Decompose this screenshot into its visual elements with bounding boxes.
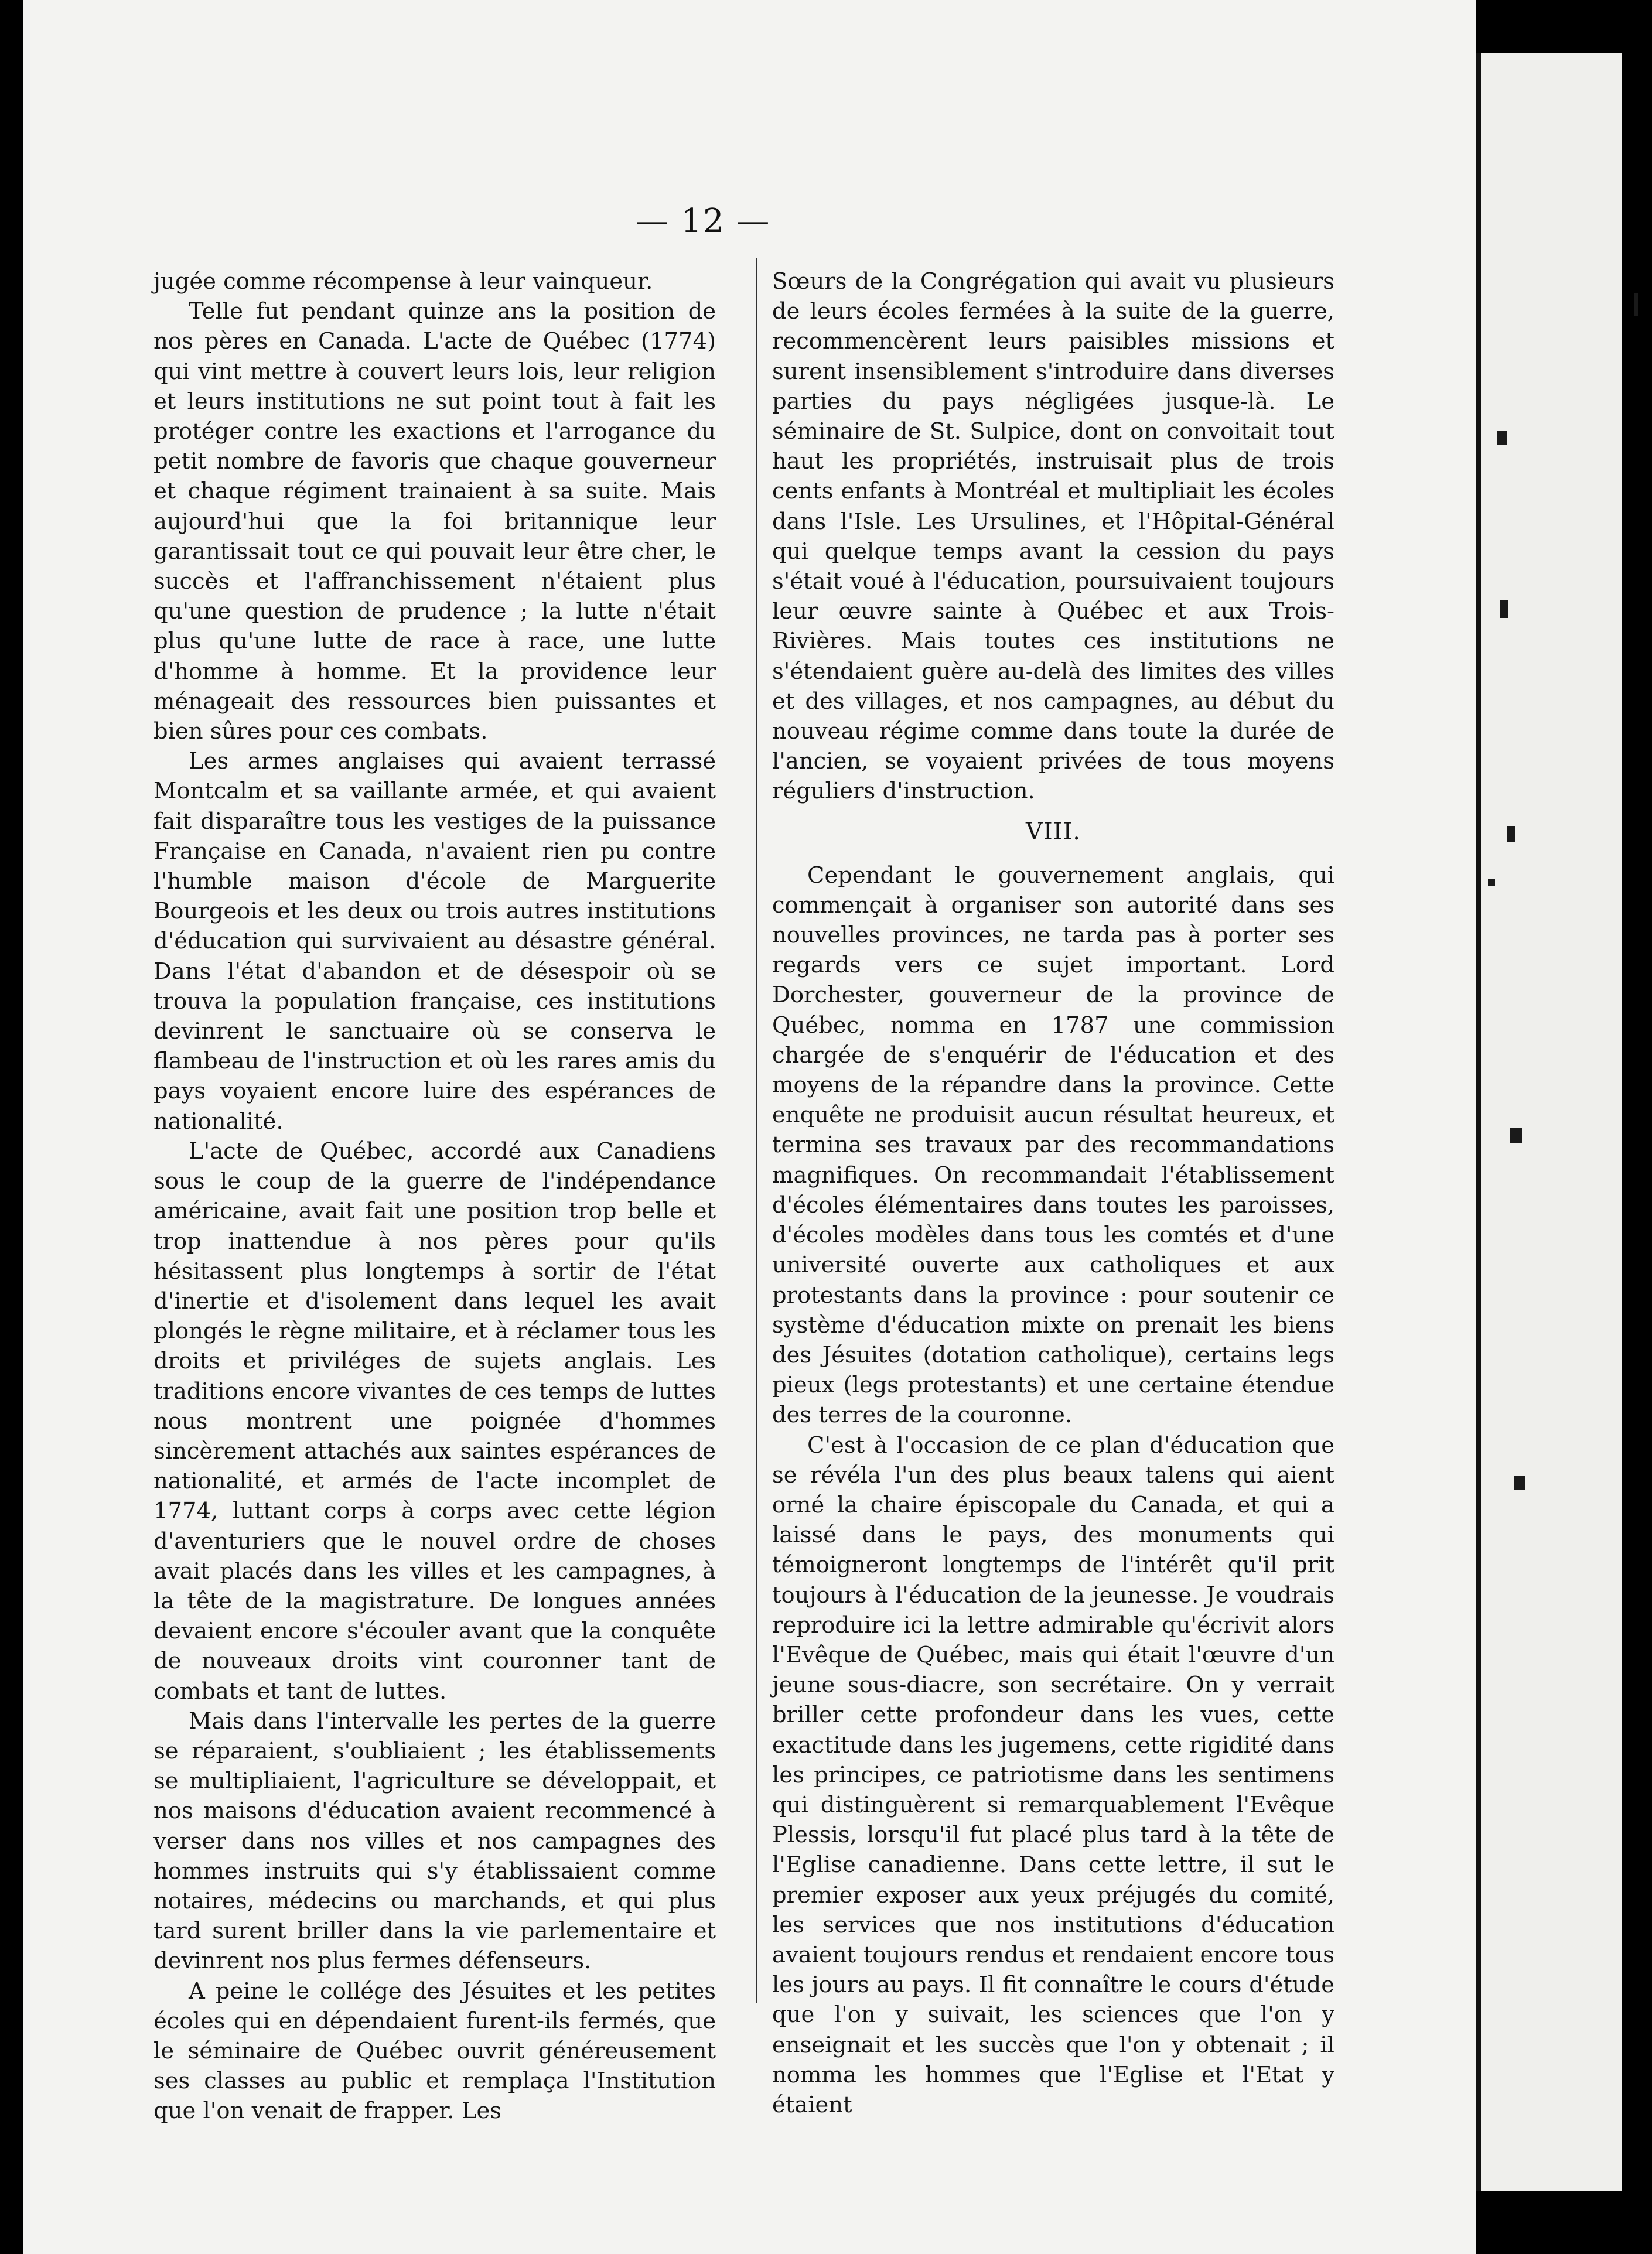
scan-mark [1488, 879, 1495, 886]
page-number: — 12 — [635, 202, 771, 240]
scan-mark [1507, 826, 1515, 842]
section-heading: VIII. [1025, 818, 1081, 845]
paragraph: Cependant le gouvernement anglais, qui commençait à organiser son autorité dans ses nouvelles provinces, ne tarda pas à porter ses regards vers ce sujet important. Lord Dorchester, gouverneur de la province de Québec, nomma en 1787 une commission chargée de s'enquérir de l'éducation et des moyens de la répandre dans la province. Cette enquête ne produisit aucun résultat heureux, et termina ses travaux par des recommandations magnifiques. On recommandait l'établissement d'écoles élémentaires dans toutes les paroisses, d'écoles modèles dans tous les comtés et d'une université ouverte aux catholiques et aux protestants dans la province : pour soutenir ce système d'éducation mixte on prenait les biens des Jésuites (dotation catholique), certains legs pieux (legs protestants) et une certaine étendue des terres de la couronne. [772, 862, 1334, 1429]
column-divider [756, 258, 757, 2003]
right-column [772, 267, 1334, 2120]
paragraph: Sœurs de la Congrégation qui avait vu plusieurs de leurs écoles fermées à la suite de la guerre, recommencèrent leurs paisibles missions et surent insensiblement s'introduire dans diverses parties du pays négligées jusque-là. Le séminaire de St. Sulpice, dont on convoitait tout haut les propriétés, instruisait plus de trois cents enfants à Montréal et multipliait les écoles dans l'Isle. Les Ursulines, et l'Hôpital-Général qui quelque temps avant la cession du pays s'était voué à l'éducation, poursuivaient toujours leur œuvre sainte à Québec et aux Trois-Rivières. Mais toutes ces institutions ne s'étendaient guère au-delà des limites des villes et des villages, et nos campagnes, au début du nouveau régime comme dans toute la durée de l'ancien, se voyaient privées de tous moyens réguliers d'instruction. [772, 268, 1334, 805]
scan-mark [1500, 600, 1508, 618]
paragraph: Les armes anglaises qui avaient terrassé Montcalm et sa vaillante armée, et qui avaient fait disparaître tous les vestiges de la puissance Française en Canada, n'avaient rien pu contre l'humble maison d'école de Marguerite Bourgeois et les deux ou trois autres institutions d'éducation qui survivaient au désastre général. Dans l'état d'abandon et de désespoir où se trouva la population française, ces institutions devinrent le sanctuaire où se conserva le flambeau de l'instruction et où les rares amis du pays voyaient encore luire des espérances de nationalité. [153, 748, 716, 1135]
paragraph: Telle fut pendant quinze ans la position de nos pères en Canada. L'acte de Québec (1774) qui vint mettre à couvert leurs lois, leur religion et leurs institutions ne sut point tout à fait les protéger contre les exactions et l'arrogance du petit nombre de favoris que chaque gouverneur et chaque régiment trainaient à sa suite. Mais aujourd'hui que la foi britannique leur garantissait tout ce qui pouvait leur être cher, le succès et l'affranchissement n'étaient plus qu'une question de prudence ; la lutte n'était plus qu'une lutte de race à race, une lutte d'homme à homme. Et la providence leur ménageait des ressources bien puissantes et bien sûres pour ces combats. [153, 298, 716, 745]
paragraph: A peine le collége des Jésuites et les petites écoles qui en dépendaient furent-ils fermés, que le séminaire de Québec ouvrit généreusement ses classes au public et remplaça l'Institution que l'on venait de frapper. Les [153, 1978, 716, 2125]
paragraph: Mais dans l'intervalle les pertes de la guerre se réparaient, s'oubliaient ; les établissements se multipliaient, l'agriculture se développait, et nos maisons d'éducation avaient recommencé à verser dans nos villes et nos campagnes des hommes instruits qui s'y établissaient comme notaires, médecins ou marchands, et qui plus tard surent briller dans la vie parlementaire et devinrent nos plus fermes défenseurs. [153, 1707, 716, 1975]
paragraph: jugée comme récompense à leur vainqueur. [153, 268, 653, 295]
paragraph: C'est à l'occasion de ce plan d'éducation que se révéla l'un des plus beaux talens qui aient orné la chaire épiscopale du Canada, et qui a laissé dans le pays, des monuments qui témoigneront longtemps de l'intérêt qu'il prit toujours à l'éducation de la jeunesse. Je voudrais reproduire ici la lettre admirable qu'écrivit alors l'Evêque de Québec, mais qui était l'œuvre d'un jeune sous-diacre, son secrétaire. On y verrait briller cette profondeur dans les vues, cette exactitude dans les jugemens, cette rigidité dans les principes, ce patriotisme dans les sentimens qui distinguèrent si remarquablement l'Evêque Plessis, lorsqu'il fut placé plus tard à la tête de l'Eglise canadienne. Dans cette lettre, il sut le premier exposer aux yeux préjugés du comité, les services que nos institutions d'éducation avaient toujours rendus et rendaient encore tous les jours au pays. Il fit connaître le cours d'étude que l'on y suivait, les sciences que l'on y enseignait et les succès que l'on y obtenait ; il nomma les hommes que l'Eglise et l'Etat y étaient [772, 1432, 1334, 2118]
scan-mark [1514, 1476, 1525, 1490]
scan-mark [1510, 1128, 1522, 1143]
scan-mark [1634, 293, 1638, 316]
left-column [153, 267, 716, 2126]
paragraph: L'acte de Québec, accordé aux Canadiens sous le coup de la guerre de l'indépendance américaine, avait fait une position trop belle et trop inattendue à nos pères pour qu'ils hésitassent plus longtemps à sortir de l'état d'inertie et d'isolement dans lequel les avait plongés le règne militaire, et à réclamer tous les droits et priviléges de sujets anglais. Les traditions encore vivantes de ces temps de luttes nous montrent une poignée d'hommes sincèrement attachés aux saintes espérances de nationalité, et armés de l'acte incomplet de 1774, luttant corps à corps avec cette légion d'aventuriers que le nouvel ordre de choses avait placés dans les villes et les campagnes, à la tête de la magistrature. De longues années devaient encore s'écouler avant que la conquête de nouveaux droits vint couronner tant de combats et tant de luttes. [153, 1138, 716, 1705]
adjacent-page-edge [1476, 53, 1622, 2191]
scan-mark [1497, 431, 1507, 445]
scan-border [1476, 2191, 1652, 2254]
